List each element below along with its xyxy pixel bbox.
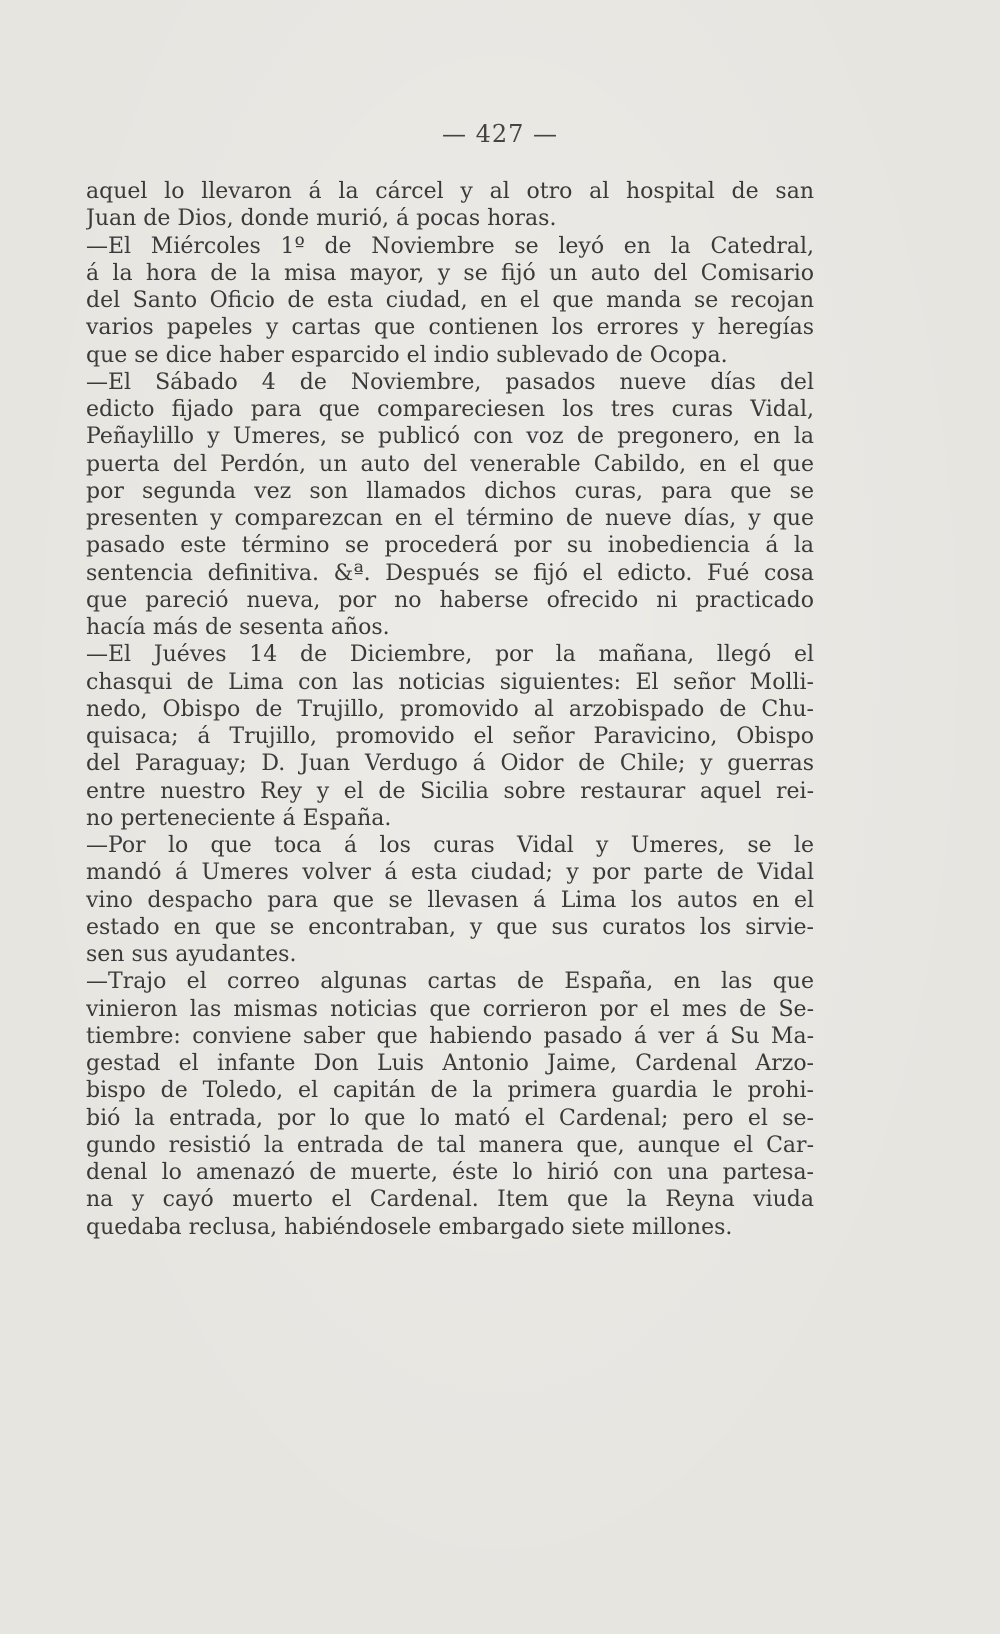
text-line: del Santo Oficio de esta ciudad, en el que manda se recojan [86,288,814,313]
text-line: no perteneciente á España. [86,805,392,831]
text-line: —Por lo que toca á los curas Vidal y Umeres, se le [86,833,814,858]
text-line: estado en que se encontraban, y que sus curatos los sirvie- [86,914,814,940]
body-text [86,178,814,1241]
text-line: gundo resistió la entrada de tal manera que, aunque el Car- [86,1132,814,1158]
text-line: que pareció nueva, por no haberse ofrecido ni practicado [86,587,814,613]
text-line: hacía más de sesenta años. [86,615,390,640]
text-line: edicto fijado para que compareciesen los tres curas Vidal, [86,397,814,422]
text-line: sen sus ayudantes. [86,942,297,967]
text-line: del Paraguay; D. Juan Verdugo á Oidor de Chile; y guerras [86,751,814,777]
text-line: Juan de Dios, donde murió, á pocas horas. [86,206,557,232]
text-line: na y cayó muerto el Cardenal. Item que la Reyna viuda [86,1187,814,1213]
text-line: presenten y comparezcan en el término de nueve días, y que [86,506,814,531]
text-line: gestad el infante Don Luis Antonio Jaime, Cardenal Arzo- [86,1051,814,1076]
text-line: que se dice haber esparcido el indio sublevado de Ocopa. [86,342,728,368]
text-line: chasqui de Lima con las noticias siguientes: El señor Molli- [86,669,814,695]
text-line: —El Juéves 14 de Diciembre, por la mañana, llegó el [86,642,814,668]
text-line: á la hora de la misa mayor, y se fijó un auto del Comisario [86,260,814,286]
text-line: denal lo amenazó de muerte, éste lo hirió con una partesa- [86,1160,814,1185]
text-line: vino despacho para que se llevasen á Lima los autos en el [86,887,814,913]
text-line: puerta del Perdón, un auto del venerable Cabildo, en el que [86,451,814,477]
text-line: —El Sábado 4 de Noviembre, pasados nueve días del [86,369,814,395]
text-line: bió la entrada, por lo que lo mató el Cardenal; pero el se- [86,1105,814,1131]
text-line: quisaca; á Trujillo, promovido el señor Paravicino, Obispo [86,724,814,749]
text-line: mandó á Umeres volver á esta ciudad; y por parte de Vidal [86,860,814,886]
text-line: sentencia definitiva. &ª. Después se fijó el edicto. Fué cosa [86,560,814,586]
text-line: quedaba reclusa, habiéndosele embargado siete millones. [86,1214,733,1240]
text-line: bispo de Toledo, el capitán de la primera guardia le prohi- [86,1078,814,1104]
text-line: entre nuestro Rey y el de Sicilia sobre restaurar aquel rei- [86,778,814,804]
text-line: Peñaylillo y Umeres, se publicó con voz de pregonero, en la [86,424,814,450]
text-line: tiembre: conviene saber que habiendo pasado á ver á Su Ma- [86,1023,814,1049]
text-line: —Trajo el correo algunas cartas de España, en las que [86,969,814,995]
text-line: nedo, Obispo de Trujillo, promovido al arzobispado de Chu- [86,696,814,722]
page-number: — 427 — [441,120,559,148]
text-line: varios papeles y cartas que contienen los errores y heregías [86,315,814,341]
text-line: por segunda vez son llamados dichos curas, para que se [86,478,814,504]
text-line: vinieron las mismas noticias que corrieron por el mes de Se- [86,996,814,1022]
text-line: aquel lo llevaron á la cárcel y al otro al hospital de san [86,179,814,204]
text-line: pasado este término se procederá por su inobediencia á la [86,533,814,559]
text-line: —El Miércoles 1º de Noviembre se leyó en la Catedral, [86,233,814,259]
